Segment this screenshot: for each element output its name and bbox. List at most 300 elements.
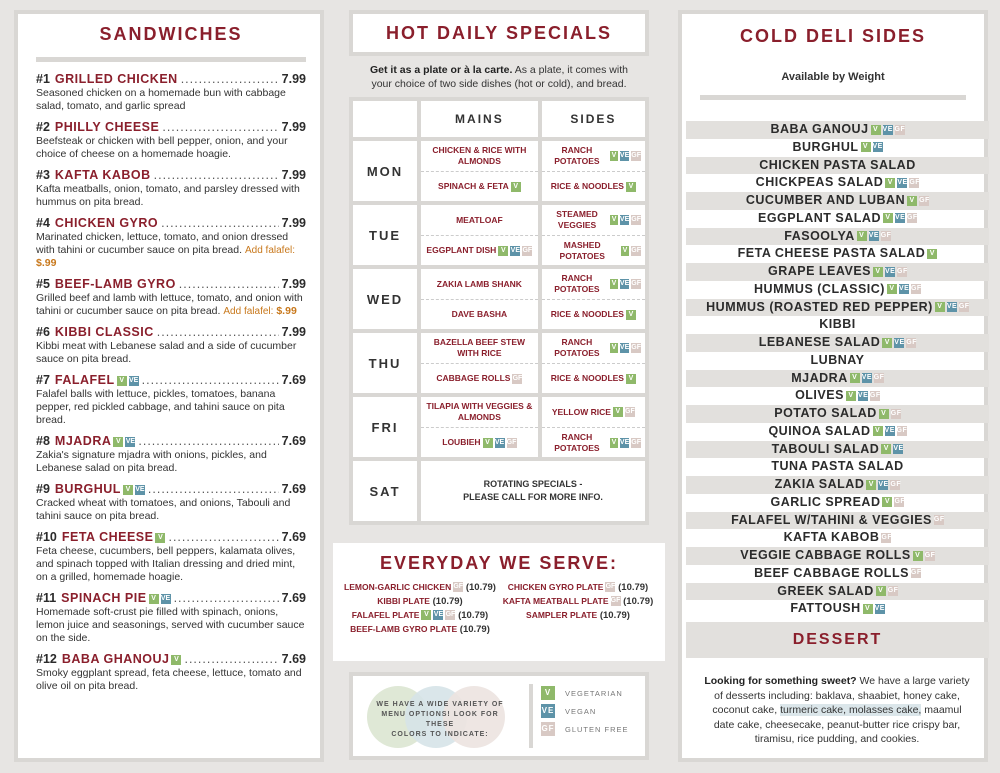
side-dish xyxy=(542,269,645,299)
day-label: MON xyxy=(353,141,417,201)
sandwich-description xyxy=(36,135,306,161)
cold-side-name: MJADRA xyxy=(791,370,848,385)
day-label: WED xyxy=(353,269,417,329)
side-dish xyxy=(542,299,645,329)
cold-side-name: OLIVES xyxy=(795,388,844,403)
cold-side-name: CHICKPEAS SALAD xyxy=(755,175,884,190)
vegetarian-badge: V xyxy=(611,216,617,223)
hot-specials-title: HOT DAILY SPECIALS xyxy=(349,10,649,56)
everyday-item-price: (10.79) xyxy=(465,582,496,593)
cold-side-name: BABA GANOUJ xyxy=(770,122,869,136)
sandwich-desc-text: Cracked wheat with tomatoes, and onions, Tabouli and tahini sauce on pita bread. xyxy=(36,497,291,522)
mains-header: MAINS xyxy=(421,101,538,137)
cold-side-name: GRAPE LEAVES xyxy=(767,264,871,278)
sandwich-item xyxy=(36,168,306,209)
everyday-item-price: (10.79) xyxy=(432,596,463,607)
sandwich-name: BABA GHANOUJ xyxy=(61,652,170,666)
cold-side-item xyxy=(686,387,989,405)
side-dish xyxy=(542,333,645,363)
day-label: SAT xyxy=(353,461,417,521)
vegetarian-badge: V xyxy=(881,444,891,454)
rotating-specials xyxy=(421,461,645,521)
sandwich-description xyxy=(36,497,306,523)
sandwich-description xyxy=(36,606,306,645)
dot-leader xyxy=(184,652,278,667)
side-dish xyxy=(542,141,645,171)
sandwich-number: #5 xyxy=(36,277,50,291)
gluten-free-badge: GF xyxy=(890,409,902,417)
gluten-free-badge: GF xyxy=(897,267,908,275)
sandwich-price: 7.99 xyxy=(281,277,306,291)
vegan-badge: VE xyxy=(885,267,896,275)
cold-side-item xyxy=(686,228,989,246)
everyday-item xyxy=(341,610,499,621)
corner-cell xyxy=(353,101,417,137)
vegetarian-badge: V xyxy=(871,125,881,135)
dot-leader xyxy=(168,530,278,545)
gluten-free-badge: GF xyxy=(605,583,616,591)
legend-label: GLUTEN FREE xyxy=(565,724,629,734)
cold-side-name: TUNA PASTA SALAD xyxy=(771,459,904,474)
vegan-badge: VE xyxy=(619,216,630,223)
sandwich-price: 7.69 xyxy=(281,482,306,496)
main-dish xyxy=(421,269,538,299)
cold-side-item xyxy=(686,157,989,175)
vegetarian-badge: V xyxy=(927,249,937,259)
cold-side-item xyxy=(686,192,989,210)
vegetarian-badge: V xyxy=(511,182,521,192)
vegetarian-badge: V xyxy=(883,213,893,223)
cold-side-item xyxy=(686,565,989,583)
cold-side-name: TABOULI SALAD xyxy=(771,441,880,456)
sandwich-item xyxy=(36,591,306,645)
sandwich-desc-text: Kibbi meat with Lebanese salad and a side of cucumber sauce on pita bread. xyxy=(36,340,297,365)
cold-side-name: EGGPLANT SALAD xyxy=(758,210,881,225)
sandwich-description xyxy=(36,231,306,270)
gluten-free-badge: GF xyxy=(906,338,918,346)
diet-badges xyxy=(153,530,165,545)
main-dish xyxy=(421,299,538,329)
sandwich-number: #6 xyxy=(36,325,50,339)
sandwich-price: 7.99 xyxy=(281,325,306,339)
gluten-free-badge: GF xyxy=(933,516,945,524)
vegetarian-badge: V xyxy=(861,142,871,152)
sandwich-header xyxy=(36,277,306,292)
cold-side-item xyxy=(686,370,989,388)
dessert-text-b: maamul date cake, cheesecake, peanut-butter rice crispy bar, tiramisu, rice pudding, and cookies. xyxy=(713,704,962,745)
vegetarian-badge: V xyxy=(155,533,165,543)
middle-panel xyxy=(333,0,665,773)
sandwich-price: 7.99 xyxy=(281,72,306,86)
sides-cell xyxy=(542,141,645,201)
sandwich-header xyxy=(36,168,306,183)
cold-side-item xyxy=(686,405,989,423)
sides-cell xyxy=(542,269,645,329)
vegetarian-badge: V xyxy=(885,178,895,188)
vegetarian-badge: V xyxy=(611,438,617,446)
cold-side-item xyxy=(686,352,989,370)
side-dish xyxy=(542,397,645,427)
vegetarian-badge: V xyxy=(611,344,617,351)
legend-key xyxy=(541,720,639,738)
everyday-item xyxy=(341,596,499,607)
gluten-free-badge: GF xyxy=(610,597,621,605)
main-dish xyxy=(421,363,538,393)
vegan-badge: VE xyxy=(619,344,630,351)
cold-side-item xyxy=(686,263,989,281)
sandwich-header xyxy=(36,72,306,87)
cold-sides-divider xyxy=(700,95,966,100)
gluten-free-badge: GF xyxy=(453,583,464,591)
dish-name: ZAKIA LAMB SHANK xyxy=(436,278,522,289)
vegan-badge: VE xyxy=(494,438,505,446)
cold-sides-subtitle: Available by Weight xyxy=(781,71,885,83)
everyday-list xyxy=(333,574,665,635)
cold-side-item xyxy=(686,476,989,494)
sandwich-header xyxy=(36,652,306,667)
cold-side-item xyxy=(686,441,989,459)
hot-specials-subtitle xyxy=(349,56,649,97)
diet-badges xyxy=(111,434,135,449)
vegan-badge: VE xyxy=(857,391,869,399)
dish-name: LOUBIEH xyxy=(442,437,481,447)
vegetarian-badge: V xyxy=(887,284,897,294)
cold-side-name: ZAKIA SALAD xyxy=(774,477,865,491)
gluten-free-badge: GF xyxy=(880,232,892,240)
dot-leader xyxy=(174,591,279,606)
sandwich-item xyxy=(36,277,306,318)
everyday-item-name: FALAFEL PLATE xyxy=(351,610,420,620)
sandwich-number: #8 xyxy=(36,434,50,448)
gluten-free-badge: GF xyxy=(869,391,881,399)
addon-label: Add falafel: xyxy=(244,245,296,256)
dessert-bold: Looking for something sweet? xyxy=(704,675,857,687)
sandwich-price: 7.99 xyxy=(281,120,306,134)
gluten-free-badge: GF xyxy=(522,246,533,254)
cold-side-name: GREEK SALAD xyxy=(777,583,874,598)
cold-side-name: FETA CHEESE PASTA SALAD xyxy=(737,246,926,261)
cold-side-name: KAFTA KABOB xyxy=(783,530,880,545)
legend-box xyxy=(349,672,649,760)
cold-side-name: HUMMUS (CLASSIC) xyxy=(754,281,885,296)
dish-name: YELLOW RICE xyxy=(551,406,611,417)
vegetarian-badge: V xyxy=(866,480,876,490)
vegetarian-badge: V xyxy=(907,196,917,206)
sandwich-number: #2 xyxy=(36,120,50,134)
vegan-badge: VE xyxy=(946,303,958,311)
vegetarian-badge: V xyxy=(626,310,636,320)
dish-name: RICE & NOODLES xyxy=(550,373,624,383)
cold-side-item xyxy=(686,423,989,441)
cold-side-item xyxy=(686,600,989,618)
everyday-title: EVERYDAY WE SERVE: xyxy=(379,553,619,573)
day-label: FRI xyxy=(353,397,417,457)
vegetarian-badge: V xyxy=(611,152,617,159)
gluten-free-badge: GF xyxy=(631,216,641,223)
vegan-badge: VE xyxy=(884,427,895,435)
legend-line-3: COLORS TO INDICATE: xyxy=(391,731,489,738)
rotating-text xyxy=(463,478,603,504)
dish-name: CHICKEN & RICE WITH ALMONDS xyxy=(432,145,527,166)
everyday-item-name: KAFTA MEATBALL PLATE xyxy=(502,596,609,606)
cold-side-name: LEBANESE SALAD xyxy=(758,335,881,349)
cold-side-item xyxy=(686,281,989,299)
dish-name: RICE & NOODLES xyxy=(550,309,624,319)
vegetarian-badge: V xyxy=(863,604,873,614)
cold-side-name: BEEF CABBAGE ROLLS xyxy=(754,565,909,580)
gluten-free-badge: GF xyxy=(631,152,641,159)
diet-badges xyxy=(121,482,145,497)
cold-side-item xyxy=(686,174,989,192)
sandwich-header xyxy=(36,216,306,231)
dish-name: CABBAGE ROLLS xyxy=(436,373,511,383)
vegan-badge: VE xyxy=(872,143,883,151)
sandwich-header xyxy=(36,434,306,449)
sides-cell xyxy=(542,397,645,457)
gluten-free-badge: GF xyxy=(631,344,641,351)
diet-badges xyxy=(147,591,171,606)
rotating-line-2: PLEASE CALL FOR MORE INFO. xyxy=(463,492,603,502)
vegetarian-badge: V xyxy=(149,594,159,604)
vegetarian-badge: V xyxy=(935,302,945,312)
gluten-free-badge: GF xyxy=(919,196,930,204)
sandwich-desc-text: Falafel balls with lettuce, pickles, tomatoes, banana pepper, red pickled cabbage, and tahini sauce on pita bread. xyxy=(36,388,285,426)
sandwich-item xyxy=(36,216,306,270)
sandwich-item xyxy=(36,72,306,113)
cold-side-name: GARLIC SPREAD xyxy=(770,494,881,509)
sandwich-desc-text: Grilled beef and lamb with lettuce, tomato, and onion with tahini or cucumber sauce on pita bread. xyxy=(36,292,303,317)
vegan-badge: VE xyxy=(160,594,171,602)
dot-leader xyxy=(161,216,279,231)
cold-side-name: FATTOUSH xyxy=(790,601,861,616)
sandwiches-panel xyxy=(14,10,324,762)
dish-name: TILAPIA WITH VEGGIES & ALMONDS xyxy=(426,401,533,422)
vegetarian-badge: V xyxy=(626,374,636,384)
addon-price: $.99 xyxy=(276,305,297,317)
vegetarian-badge: V xyxy=(483,438,493,448)
vegan-badge: VE xyxy=(861,374,873,382)
legend-text xyxy=(375,700,505,740)
sandwich-number: #4 xyxy=(36,216,50,230)
sandwich-description xyxy=(36,340,306,366)
legend-label: VEGETARIAN xyxy=(565,688,623,698)
sandwich-description xyxy=(36,87,306,113)
sandwich-desc-text: Homemade soft-crust pie filled with spinach, onions, lemon juice and seasonings, served with cucumber sauce on the side. xyxy=(36,606,305,644)
sandwich-header xyxy=(36,482,306,497)
sandwich-item xyxy=(36,325,306,366)
vegan-badge: VE xyxy=(894,338,905,346)
sandwich-header xyxy=(36,591,306,606)
cold-side-item xyxy=(686,316,989,334)
dot-leader xyxy=(162,120,278,135)
sides-cell xyxy=(542,205,645,265)
vegetarian-badge: V xyxy=(613,407,623,417)
everyday-item-name: CHICKEN GYRO PLATE xyxy=(507,582,604,592)
sandwich-name: FALAFEL xyxy=(54,373,115,387)
vegan-badge: VE xyxy=(433,611,444,619)
cold-side-item xyxy=(686,210,989,228)
legend-label: VEGAN xyxy=(565,706,597,716)
sandwich-price: 7.69 xyxy=(281,591,306,605)
cold-side-name: FASOOLYA xyxy=(784,228,855,243)
side-dish xyxy=(542,363,645,393)
everyday-item-price: (10.79) xyxy=(618,582,649,593)
sandwich-name: FETA CHEESE xyxy=(61,530,154,544)
sandwich-name: BEEF-LAMB GYRO xyxy=(54,277,176,291)
dish-name: DAVE BASHA xyxy=(451,309,508,319)
rotating-line-1: ROTATING SPECIALS - xyxy=(483,479,583,489)
sandwich-header xyxy=(36,530,306,545)
sandwich-header xyxy=(36,120,306,135)
main-dish xyxy=(421,333,538,363)
sandwich-price: 7.69 xyxy=(281,434,306,448)
dot-leader xyxy=(138,434,278,449)
cold-side-item xyxy=(686,458,989,476)
diet-badges xyxy=(169,652,181,667)
sandwich-header xyxy=(36,325,306,340)
vegan-badge: VE xyxy=(868,232,880,240)
everyday-item-name: BEEF-LAMB GYRO PLATE xyxy=(350,624,458,634)
cold-side-name: HUMMUS (ROASTED RED PEPPER) xyxy=(706,299,933,314)
main-dish xyxy=(421,171,538,201)
gluten-free-badge: GF xyxy=(631,246,641,254)
vegan-badge: VE xyxy=(882,125,893,133)
sandwich-description xyxy=(36,292,306,318)
everyday-item-name: SAMPLER PLATE xyxy=(526,610,598,620)
legend-badge: VE xyxy=(541,704,555,718)
gluten-free-badge: GF xyxy=(887,587,899,595)
vegetarian-badge: V xyxy=(913,551,923,561)
cold-side-name: FALAFEL W/TAHINI & VEGGIES xyxy=(731,512,932,527)
mains-cell xyxy=(421,397,538,457)
legend-badge: GF xyxy=(541,722,555,736)
side-dish xyxy=(542,171,645,201)
sandwich-desc-text: Marinated chicken, lettuce, tomato, and onion dressed with tahini or cucumber sauce on pita bread. xyxy=(36,231,289,256)
sandwich-description xyxy=(36,183,306,209)
gluten-free-badge: GF xyxy=(958,303,970,311)
hot-sub-bold: Get it as a plate or à la carte. xyxy=(370,64,513,76)
sandwich-item xyxy=(36,530,306,584)
sandwich-desc-text: Beefsteak or chicken with bell pepper, onion, and your choice of cheese on a homemade hoagie. xyxy=(36,135,288,160)
everyday-item-price: (10.79) xyxy=(599,610,630,621)
everyday-item xyxy=(341,582,499,593)
vegetarian-badge: V xyxy=(171,655,181,665)
sandwich-item xyxy=(36,434,306,475)
gluten-free-badge: GF xyxy=(910,569,922,577)
sandwich-name: CHICKEN GYRO xyxy=(54,216,159,230)
vegetarian-badge: V xyxy=(879,409,889,419)
vegan-badge: VE xyxy=(135,485,145,493)
sandwich-price: 7.69 xyxy=(281,530,306,544)
cold-side-item xyxy=(686,547,989,565)
everyday-item xyxy=(499,610,657,621)
everyday-item xyxy=(499,582,657,593)
gluten-free-badge: GF xyxy=(924,551,936,559)
legend-line-2: MENU OPTIONS! LOOK FOR THESE xyxy=(381,711,499,728)
vegetarian-badge: V xyxy=(622,246,628,254)
vegetarian-badge: V xyxy=(117,376,127,386)
sandwich-price: 7.99 xyxy=(281,168,306,182)
main-dish xyxy=(421,205,538,235)
sandwich-name: KAFTA KABOB xyxy=(54,168,151,182)
sandwich-name: GRILLED CHICKEN xyxy=(54,72,178,86)
sandwich-item xyxy=(36,652,306,693)
cold-sides-panel xyxy=(678,10,988,762)
vegan-badge: VE xyxy=(125,437,136,445)
addon-label: Add falafel: xyxy=(223,306,274,317)
vegan-badge: VE xyxy=(898,285,910,293)
main-dish xyxy=(421,141,538,171)
vegetarian-badge: V xyxy=(123,485,133,495)
sandwich-item xyxy=(36,373,306,427)
sandwich-desc-text: Kafta meatballs, onion, tomato, and parsley dressed with hummus on pita bread. xyxy=(36,183,300,208)
day-label: TUE xyxy=(353,205,417,265)
dish-name: STEAMED VEGGIES xyxy=(556,209,598,230)
day-label: THU xyxy=(353,333,417,393)
sandwich-price: 7.99 xyxy=(281,216,306,230)
cold-side-item xyxy=(686,583,989,601)
everyday-item-price: (10.79) xyxy=(459,624,490,635)
gluten-free-badge: GF xyxy=(896,427,908,435)
sandwich-number: #12 xyxy=(36,652,57,666)
vegetarian-badge: V xyxy=(882,338,892,348)
dish-name: RANCH POTATOES xyxy=(554,145,600,166)
sandwich-name: PHILLY CHEESE xyxy=(54,120,160,134)
dot-leader xyxy=(148,482,279,497)
dish-name: RANCH POTATOES xyxy=(554,337,600,358)
cold-side-item xyxy=(686,299,989,317)
vegan-badge: VE xyxy=(874,604,885,612)
everyday-item-name: KIBBI PLATE xyxy=(377,596,430,606)
mains-cell xyxy=(421,333,538,393)
gluten-free-badge: GF xyxy=(625,408,635,415)
dot-leader xyxy=(181,72,279,87)
main-dish xyxy=(421,235,538,265)
sandwiches-title: SANDWICHES xyxy=(99,24,243,44)
legend-keys xyxy=(529,684,639,748)
vegan-badge: VE xyxy=(619,152,630,159)
dish-name: RANCH POTATOES xyxy=(554,431,600,453)
cold-side-item xyxy=(686,139,989,157)
everyday-item-name: LEMON-GARLIC CHICKEN xyxy=(344,582,452,592)
cold-sides-list xyxy=(686,121,989,618)
vegetarian-badge: V xyxy=(626,182,636,192)
addon-price: $.99 xyxy=(36,257,57,269)
everyday-item xyxy=(499,596,657,607)
gluten-free-badge: GF xyxy=(909,178,921,186)
gluten-free-badge: GF xyxy=(890,480,902,488)
everyday-item-price: (10.79) xyxy=(623,596,654,607)
sandwich-name: MJADRA xyxy=(54,434,112,448)
cold-side-name: QUINOA SALAD xyxy=(768,423,871,438)
vegetarian-badge: V xyxy=(498,246,508,256)
sandwich-list xyxy=(36,72,306,693)
sandwich-desc-text: Feta cheese, cucumbers, bell peppers, kalamata olives, and spinach topped with Italian dressing and dried mint, on a grilled, homemade hoagie. xyxy=(36,545,296,583)
dot-leader xyxy=(157,325,279,340)
specials-table xyxy=(349,97,649,525)
legend-key xyxy=(541,702,639,720)
title-divider xyxy=(36,57,306,62)
vegan-badge: VE xyxy=(893,445,904,453)
vegan-badge: VE xyxy=(894,214,906,222)
cold-side-name: KIBBI xyxy=(819,317,856,332)
sandwich-name: BURGHUL xyxy=(54,482,121,496)
gluten-free-badge: GF xyxy=(631,438,641,446)
dish-name: RANCH POTATOES xyxy=(554,273,600,294)
vegetarian-badge: V xyxy=(421,610,431,620)
dish-name: BAZELLA BEEF STEW WITH RICE xyxy=(433,337,526,358)
sandwich-description xyxy=(36,667,306,693)
